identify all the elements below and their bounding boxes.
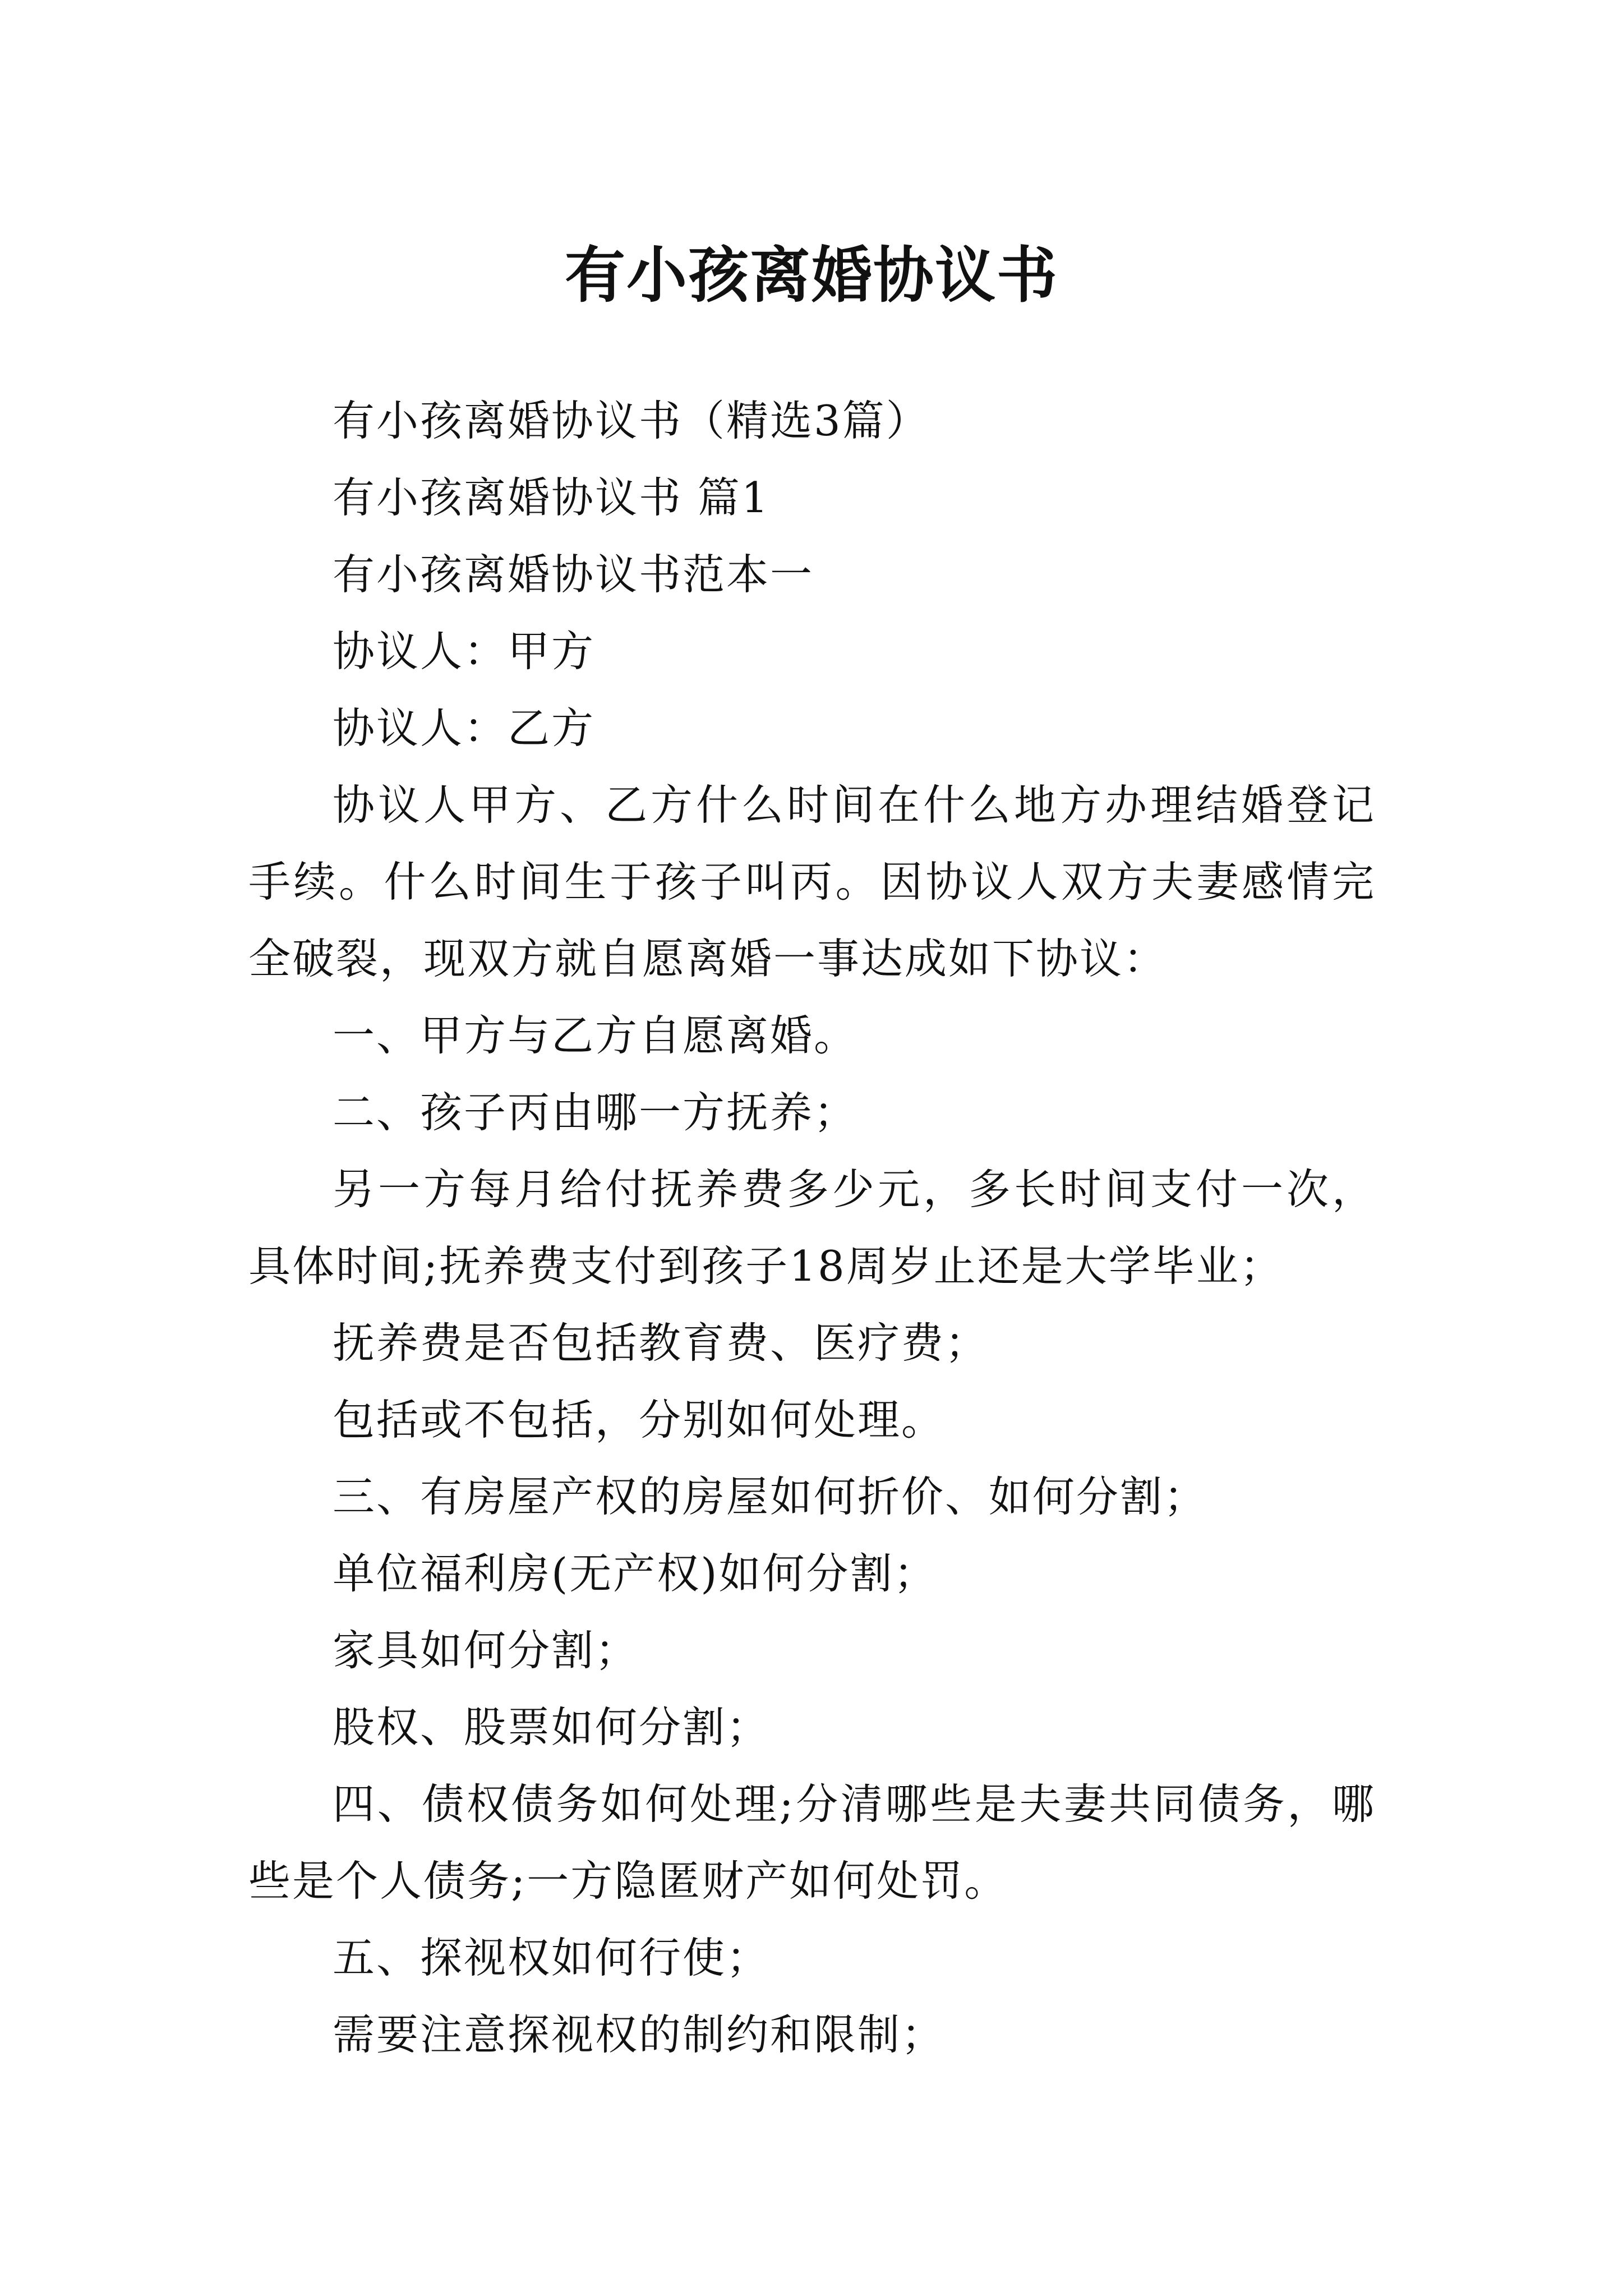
paragraph-child-support-scope: 抚养费是否包括教育费、医疗费； [333, 1318, 989, 1368]
paragraph-party-b: 协议人：乙方 [333, 703, 596, 753]
paragraph-clause-5: 五、探视权如何行使； [333, 1933, 771, 1982]
paragraph-welfare-housing: 单位福利房(无产权)如何分割； [333, 1549, 938, 1598]
paragraph-clause-2: 二、孩子丙由哪一方抚养； [333, 1088, 858, 1137]
document-body [248, 383, 1376, 2073]
paragraph-furniture: 家具如何分割； [333, 1626, 639, 1675]
paragraph-clause-3: 三、有房屋产权的房屋如何折价、如何分割； [333, 1472, 1208, 1521]
paragraph-party-a: 协议人：甲方 [333, 627, 596, 676]
paragraph-visitation-limits: 需要注意探视权的制约和限制； [333, 2010, 946, 2059]
paragraph-child-support-amount: 另一方每月给付抚养费多少元，多长时间支付一次，具体时间;抚养费支付到孩子18周岁止还是大学毕业； [248, 1165, 1376, 1291]
paragraph-clause-4: 四、债权债务如何处理;分清哪些是夫妻共同债务，哪些是个人债务;一方隐匿财产如何处罚。 [248, 1779, 1376, 1906]
paragraph-child-support-handling: 包括或不包括，分别如何处理。 [333, 1395, 946, 1444]
paragraph-clause-1: 一、甲方与乙方自愿离婚。 [333, 1011, 858, 1060]
document-title: 有小孩离婚协议书 [564, 241, 1058, 311]
paragraph-preamble: 协议人甲方、乙方什么时间在什么地方办理结婚登记手续。什么时间生于孩子叫丙。因协议人双方夫妻感情完全破裂，现双方就自愿离婚一事达成如下协议： [248, 780, 1376, 983]
paragraph-section-heading: 有小孩离婚协议书 篇1 [333, 473, 770, 522]
paragraph-stocks: 股权、股票如何分割； [333, 1703, 771, 1752]
paragraph-template-title: 有小孩离婚协议书范本一 [333, 550, 814, 599]
paragraph-subtitle: 有小孩离婚协议书（精选3篇） [333, 396, 930, 445]
